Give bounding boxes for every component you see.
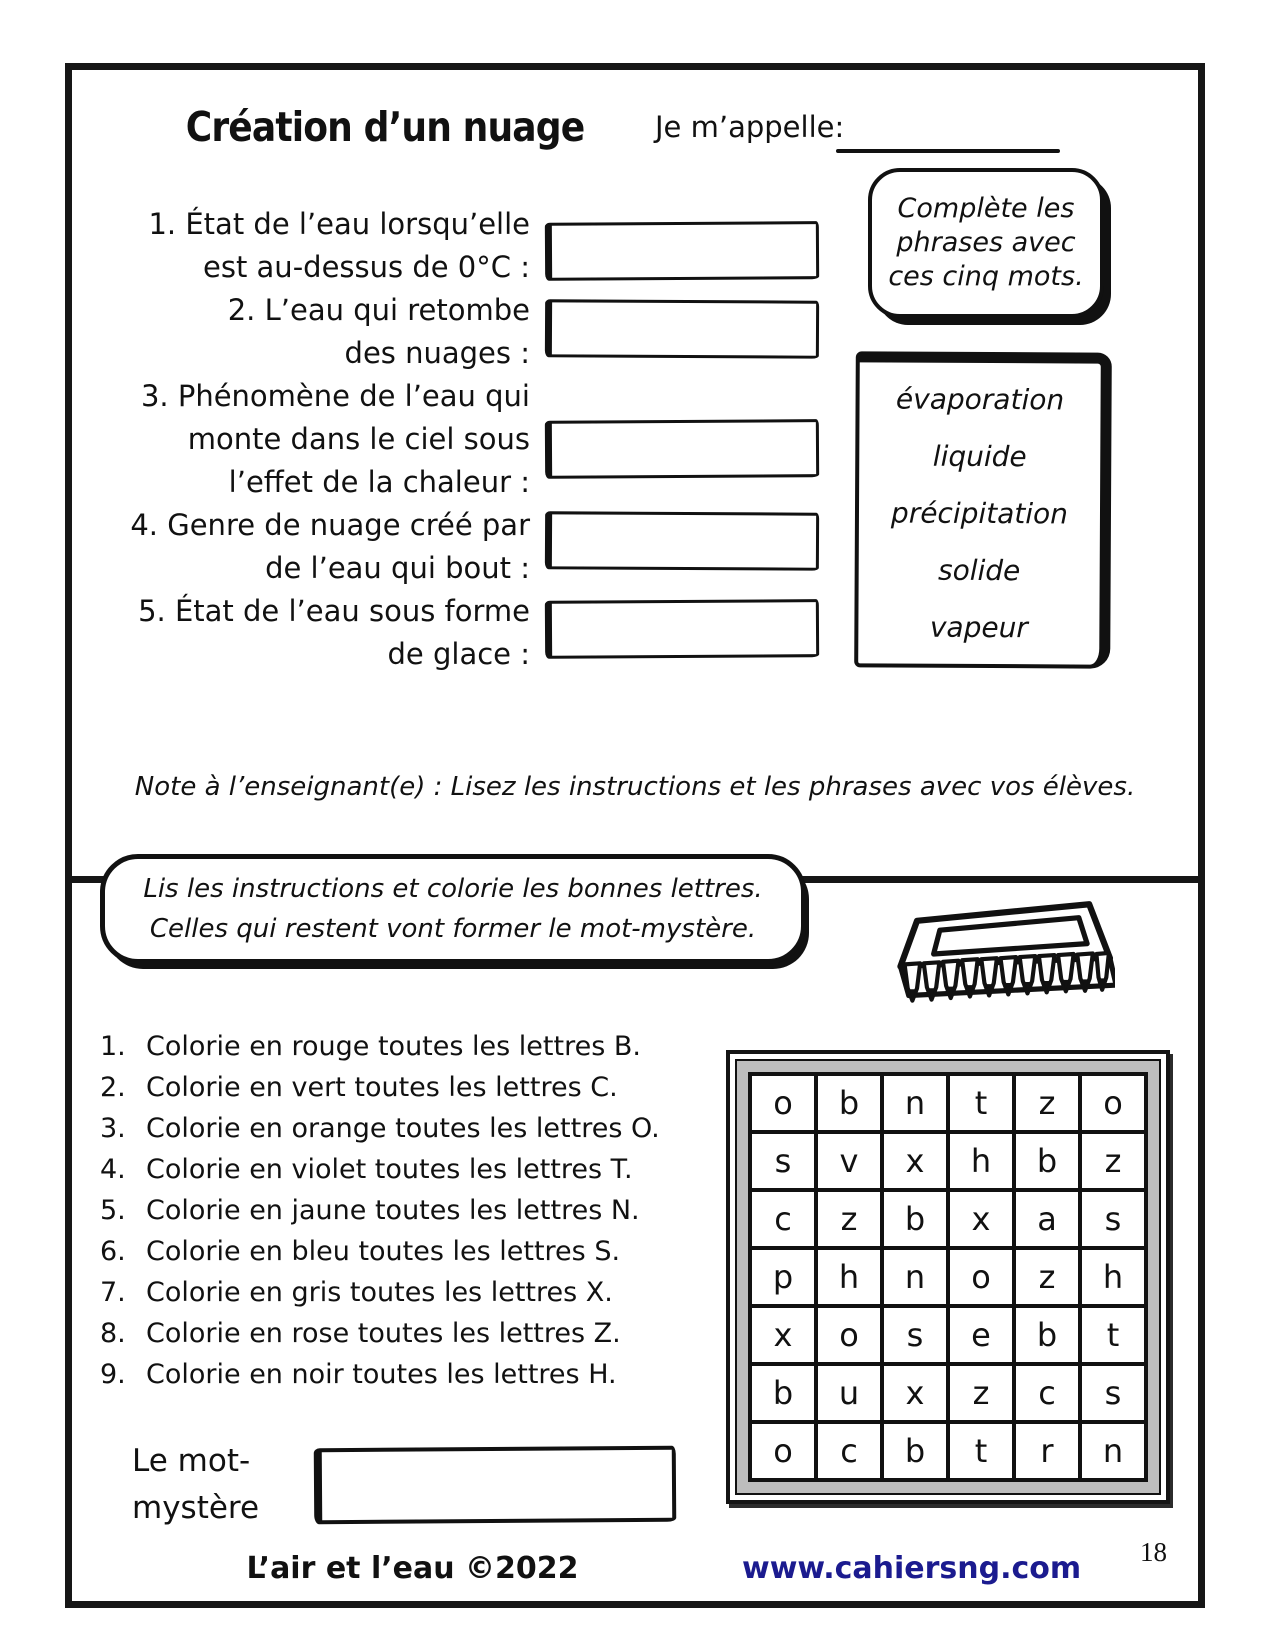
- instruction-number: 1.: [100, 1031, 126, 1062]
- crayon-box-icon: [885, 898, 1115, 1038]
- instruction-item: [100, 1231, 660, 1272]
- instruction-number: 4.: [100, 1154, 126, 1185]
- grid-cell[interactable]: v: [816, 1132, 882, 1190]
- instruction-number: 7.: [100, 1277, 126, 1308]
- question-line: de l’eau qui bout :: [265, 551, 530, 585]
- letter-grid-mat: [735, 1059, 1161, 1495]
- grid-cell[interactable]: c: [816, 1422, 882, 1480]
- grid-cell[interactable]: c: [1014, 1364, 1080, 1422]
- page-title: Création d’un nuage: [185, 103, 585, 151]
- grid-cell[interactable]: t: [948, 1074, 1014, 1132]
- instruction-text: Colorie en jaune toutes les lettres N.: [146, 1195, 640, 1226]
- instruction-item: [100, 1313, 660, 1354]
- question-line: 1. État de l’eau lorsqu’elle: [148, 207, 530, 241]
- question-line: 4. Genre de nuage créé par: [130, 508, 530, 542]
- mystery-label-line: Le mot-: [132, 1443, 251, 1479]
- mystery-word-box[interactable]: [314, 1446, 677, 1525]
- page-number: 18: [1140, 1537, 1167, 1567]
- grid-cell[interactable]: z: [1014, 1248, 1080, 1306]
- grid-cell[interactable]: z: [816, 1190, 882, 1248]
- teacher-note: Note à l’enseignant(e) : Lisez les instructions et les phrases avec vos élèves.: [134, 772, 1136, 802]
- bubble-line: Lis les instructions et colorie les bonnes lettres.: [143, 874, 763, 904]
- question-line: de glace :: [387, 637, 530, 671]
- grid-cell[interactable]: o: [948, 1248, 1014, 1306]
- grid-cell[interactable]: s: [750, 1132, 816, 1190]
- mystery-word-label: [132, 1438, 282, 1532]
- instruction-text: Colorie en gris toutes les lettres X.: [146, 1277, 613, 1308]
- instruction-text: Colorie en rouge toutes les lettres B.: [146, 1031, 641, 1062]
- footer-website-link[interactable]: www.cahiersng.com: [742, 1551, 1082, 1586]
- grid-cell[interactable]: h: [948, 1132, 1014, 1190]
- grid-cell[interactable]: z: [948, 1364, 1014, 1422]
- grid-cell[interactable]: z: [1080, 1132, 1146, 1190]
- question-line: est au-dessus de 0°C :: [203, 250, 530, 284]
- instruction-text: Colorie en rose toutes les lettres Z.: [146, 1318, 621, 1349]
- grid-cell[interactable]: z: [1014, 1074, 1080, 1132]
- grid-cell[interactable]: o: [1080, 1074, 1146, 1132]
- grid-cell[interactable]: t: [1080, 1306, 1146, 1364]
- coloring-instructions: [100, 1026, 660, 1395]
- grid-cell[interactable]: t: [948, 1422, 1014, 1480]
- instruction-number: 8.: [100, 1318, 126, 1349]
- question-line: monte dans le ciel sous: [187, 422, 530, 456]
- grid-cell[interactable]: x: [882, 1132, 948, 1190]
- grid-cell[interactable]: b: [882, 1190, 948, 1248]
- question-line: 3. Phénomène de l’eau qui: [140, 379, 530, 413]
- instruction-text: Colorie en bleu toutes les lettres S.: [146, 1236, 621, 1267]
- grid-cell[interactable]: b: [816, 1074, 882, 1132]
- instruction-item: [100, 1149, 660, 1190]
- footer-book-title: L’air et l’eau ©2022: [246, 1551, 579, 1586]
- grid-cell[interactable]: o: [750, 1422, 816, 1480]
- letter-grid: [726, 1050, 1170, 1504]
- grid-cell[interactable]: s: [1080, 1190, 1146, 1248]
- question-line: des nuages :: [344, 336, 530, 370]
- hint-box: [868, 168, 1104, 318]
- instruction-text: Colorie en violet toutes les lettres T.: [146, 1154, 633, 1185]
- grid-cell[interactable]: o: [750, 1074, 816, 1132]
- answer-box-1[interactable]: [545, 221, 819, 281]
- answer-box-2[interactable]: [545, 299, 819, 358]
- grid-cell[interactable]: h: [816, 1248, 882, 1306]
- instruction-text: Colorie en noir toutes les lettres H.: [146, 1359, 617, 1390]
- grid-cell[interactable]: r: [1014, 1422, 1080, 1480]
- instruction-item: [100, 1354, 660, 1395]
- grid-cell[interactable]: u: [816, 1364, 882, 1422]
- instructions-bubble: [100, 854, 806, 964]
- question-line: l’effet de la chaleur :: [228, 465, 530, 499]
- grid-cell[interactable]: b: [750, 1364, 816, 1422]
- word-bank-item: solide: [937, 553, 1021, 588]
- answer-box-4[interactable]: [545, 511, 819, 570]
- mystery-label-line: mystère: [132, 1490, 260, 1526]
- instruction-item: [100, 1067, 660, 1108]
- word-bank-item: précipitation: [890, 496, 1069, 531]
- grid-cell[interactable]: e: [948, 1306, 1014, 1364]
- instruction-number: 5.: [100, 1195, 126, 1226]
- bubble-line: Celles qui restent vont former le mot-mystère.: [149, 914, 757, 944]
- grid-cell[interactable]: c: [750, 1190, 816, 1248]
- name-blank-line[interactable]: [836, 149, 1060, 153]
- grid-cell[interactable]: o: [816, 1306, 882, 1364]
- grid-cell[interactable]: h: [1080, 1248, 1146, 1306]
- grid-cell[interactable]: b: [1014, 1132, 1080, 1190]
- grid-cell[interactable]: n: [882, 1248, 948, 1306]
- word-bank: [854, 351, 1112, 668]
- instruction-item: [100, 1272, 660, 1313]
- instruction-number: 3.: [100, 1113, 126, 1144]
- question-line: 2. L’eau qui retombe: [227, 293, 530, 327]
- hint-line: Complète les: [897, 193, 1075, 224]
- instruction-item: [100, 1108, 660, 1149]
- grid-cell[interactable]: a: [1014, 1190, 1080, 1248]
- name-label: Je m’appelle:: [655, 110, 845, 144]
- grid-cell[interactable]: n: [882, 1074, 948, 1132]
- instruction-item: [100, 1190, 660, 1231]
- grid-cell[interactable]: s: [882, 1306, 948, 1364]
- instruction-item: [100, 1026, 660, 1067]
- grid-cell[interactable]: x: [948, 1190, 1014, 1248]
- grid-cell[interactable]: b: [1014, 1306, 1080, 1364]
- hint-line: phrases avec: [896, 227, 1076, 258]
- grid-cell[interactable]: s: [1080, 1364, 1146, 1422]
- answer-box-3[interactable]: [545, 419, 819, 479]
- grid-cell[interactable]: x: [882, 1364, 948, 1422]
- word-bank-item: évaporation: [895, 382, 1065, 417]
- word-bank-item: liquide: [932, 439, 1027, 474]
- question-line: 5. État de l’eau sous forme: [138, 594, 530, 628]
- question-list: [85, 203, 530, 676]
- grid-cell[interactable]: p: [750, 1248, 816, 1306]
- instruction-text: Colorie en orange toutes les lettres O.: [146, 1113, 660, 1144]
- instruction-number: 2.: [100, 1072, 126, 1103]
- word-bank-item: vapeur: [929, 610, 1028, 645]
- instruction-number: 6.: [100, 1236, 126, 1267]
- grid-cell[interactable]: b: [882, 1422, 948, 1480]
- answer-box-5[interactable]: [545, 599, 819, 659]
- instruction-number: 9.: [100, 1359, 126, 1390]
- hint-line: ces cinq mots.: [888, 261, 1084, 292]
- grid-cell[interactable]: x: [750, 1306, 816, 1364]
- grid-cell[interactable]: n: [1080, 1422, 1146, 1480]
- instruction-text: Colorie en vert toutes les lettres C.: [146, 1072, 618, 1103]
